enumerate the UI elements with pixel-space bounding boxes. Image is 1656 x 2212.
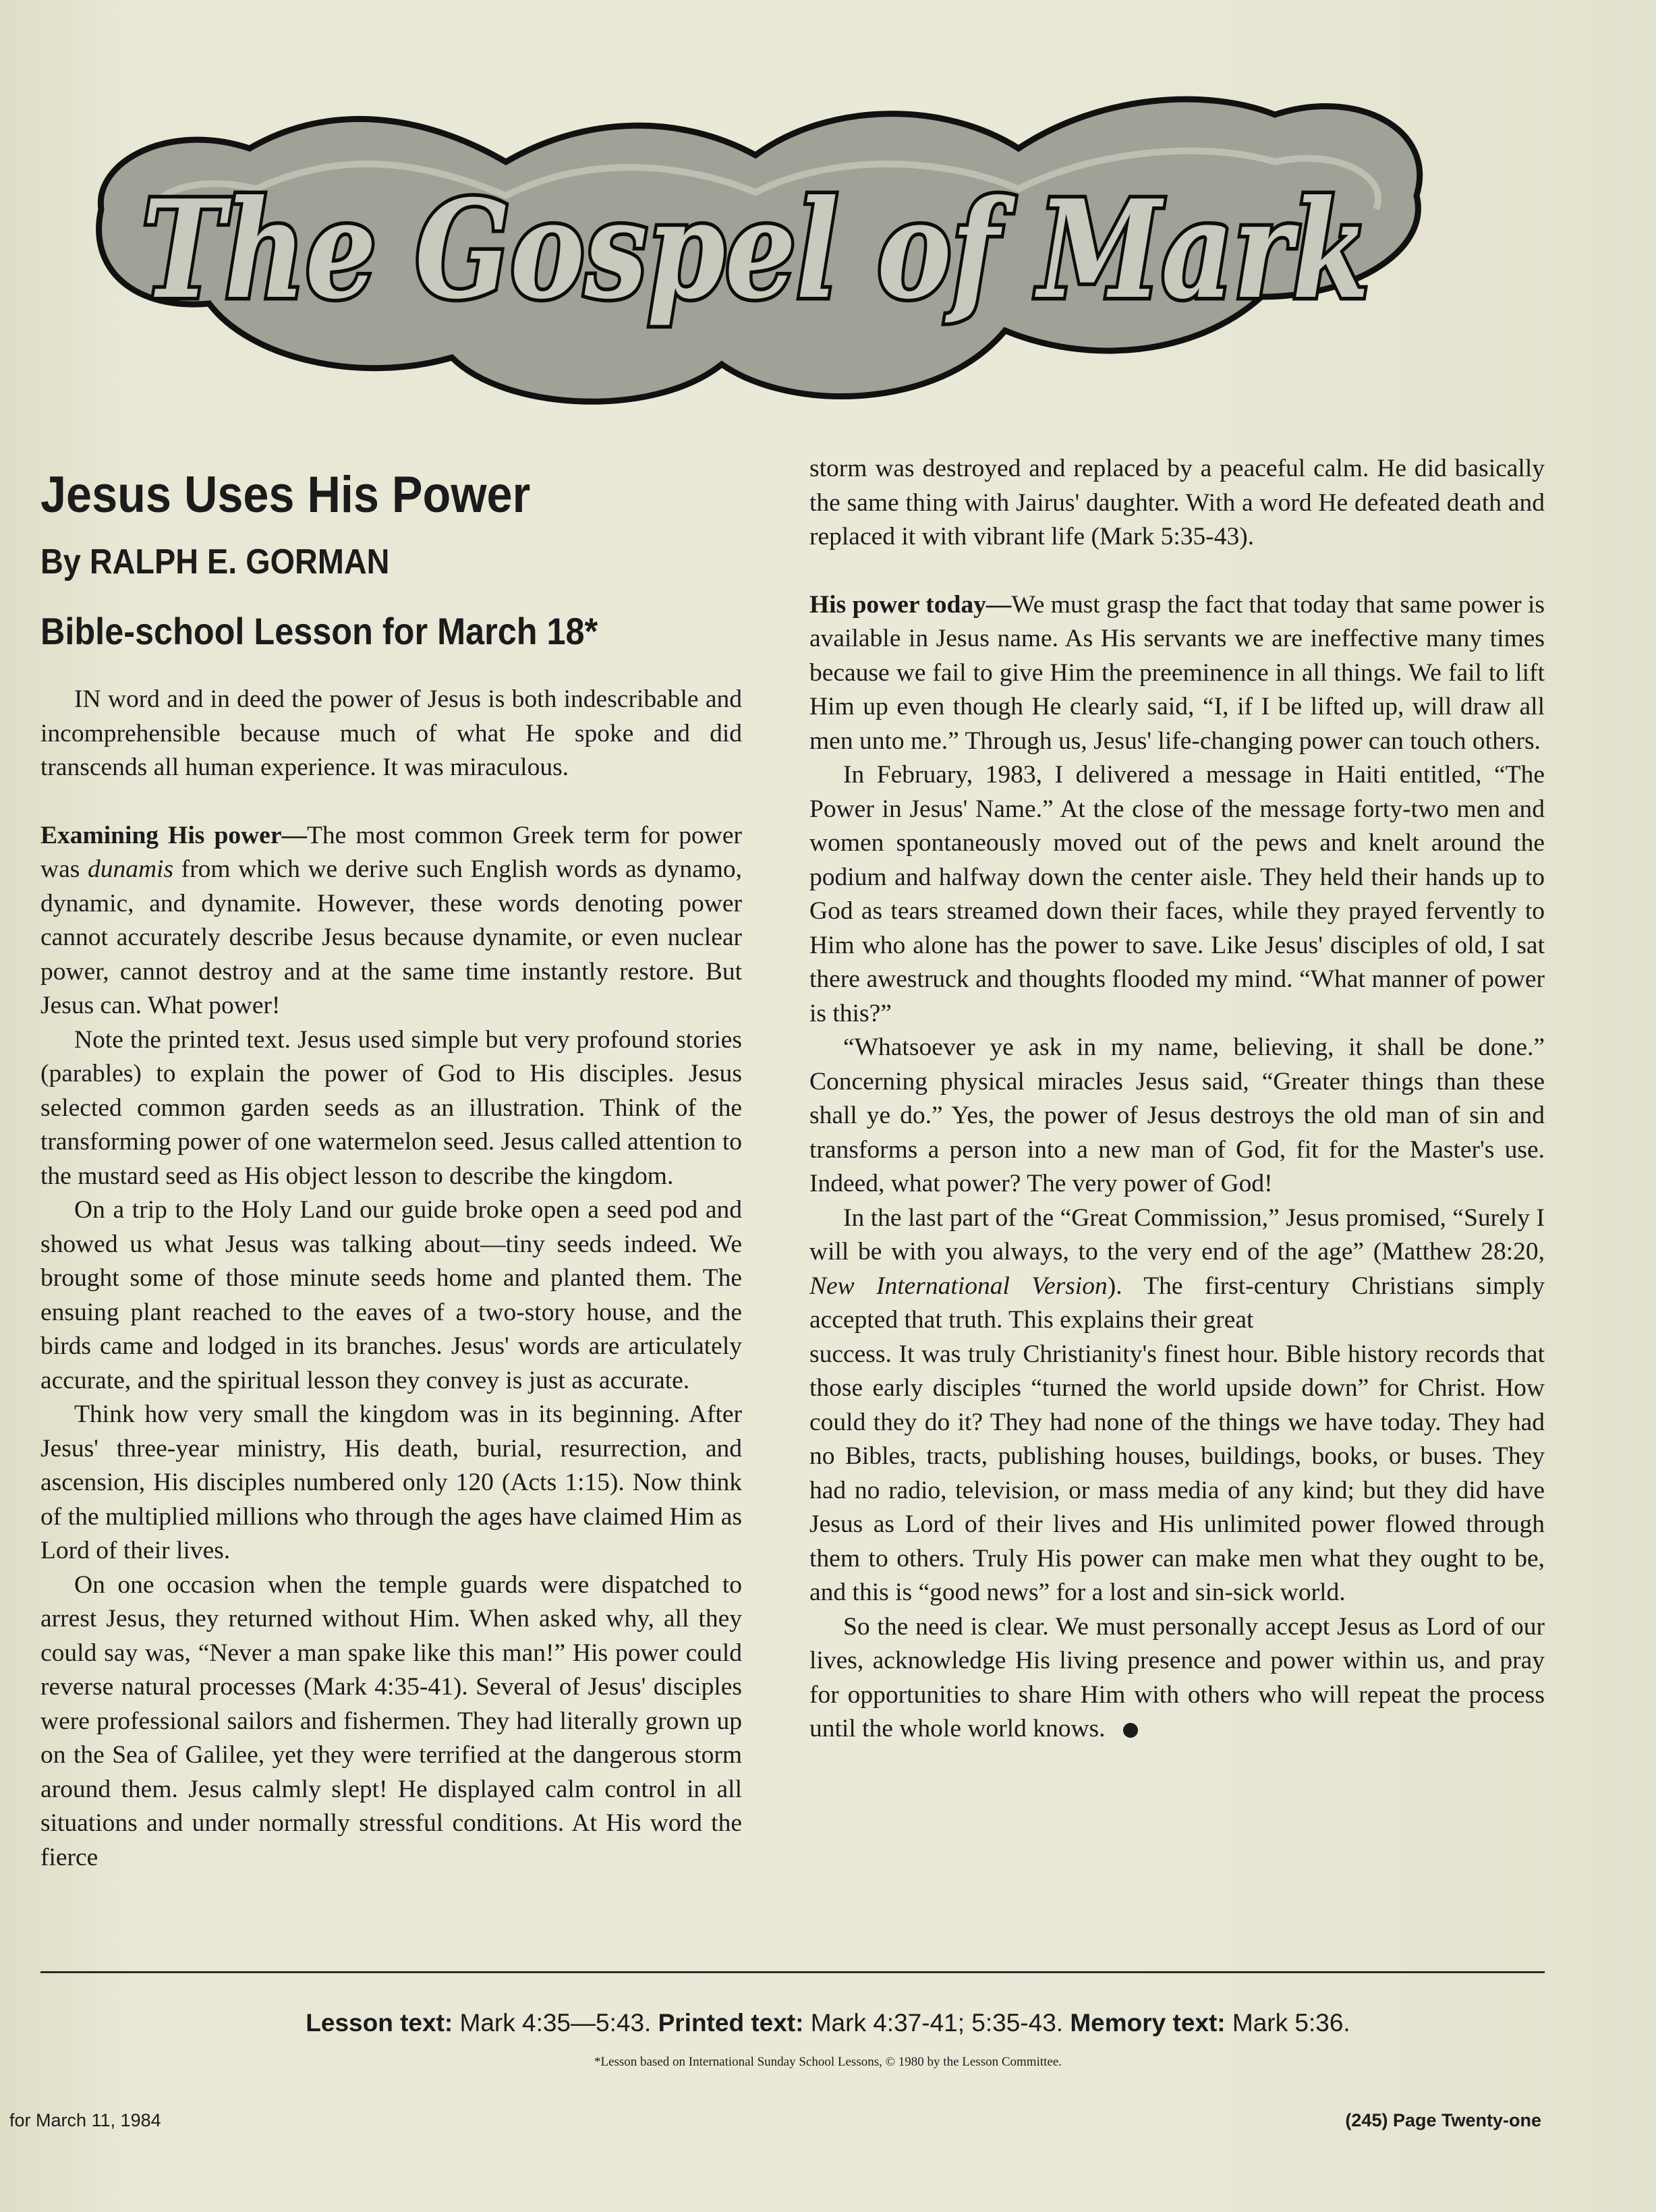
banner-title-text: The Gospel of Mark [142, 171, 1369, 329]
runin-heading-examining: Examining His power— [40, 821, 307, 849]
paragraph-storm-continued: storm was destroyed and replaced by a peaceful calm. He did basically the same thing with Jairus' daughter. With a word He defeated death and replaced it with vibrant life (Mark 5:35-43). [809, 455, 1545, 550]
examining-text-2: from which we derive such English words as dynamo, dynamic, and dynamite. However, these words denoting power cannot accurately describe Jesus because dynamite, or even nuclear power, cannot destroy and at the same time instantly restore. But Jesus can. What power! [40, 855, 743, 1019]
right-column [809, 452, 1545, 1747]
lesson-text-value: Mark 4:35—5:43. [453, 2009, 658, 2037]
paragraph-examining [40, 819, 742, 1023]
lesson-date-heading: Bible-school Lesson for March 18* [40, 610, 598, 652]
end-mark-icon [1123, 1723, 1138, 1738]
left-column [40, 452, 742, 1875]
conclusion-text: So the need is clear. We must personally accept Jesus as Lord of our lives, acknowledge His living presence and power within us, and pray for opportunities to share Him with others who will repeat the process until the whole world knows. [809, 1612, 1545, 1742]
paragraph-haiti: In February, 1983, I delivered a message in Haiti entitled, “The Power in Jesus' Name.” At the close of the message forty-two men and women spontaneously moved out of the pews and knelt around the podium and halfway down the center aisle. They held their hands up to God as tears streamed down their faces, while they prayed fervently to Him who alone has the power to save. Like Jesus' disciples of old, I sat there awestruck and thoughts flooded my mind. “What manner of power is this?” [809, 761, 1545, 1027]
paragraph-power-today [809, 588, 1545, 759]
lesson-references [0, 2009, 1656, 2037]
memory-text-value: Mark 5:36. [1225, 2009, 1350, 2037]
article-title: Jesus Uses His Power [40, 466, 531, 523]
examining-text-1: The most common Greek term for power was [40, 821, 742, 883]
footer-divider [40, 1971, 1545, 1973]
issue-date: for March 11, 1984 [9, 2110, 161, 2130]
power-today-text: We must grasp the fact that today that same power is available in Jesus name. As His servants we are ineffective many times because we fail to give Him the preeminence in all things. We fail to lift Him up even though He clearly said, “I, if I be lifted up, will draw all men unto me.” Through us, Jesus' life-changing power can touch others. [809, 590, 1545, 755]
paragraph-great-commission [809, 1201, 1545, 1338]
printed-text-label: Printed text: [658, 2009, 804, 2037]
article-byline: By RALPH E. GORMAN [40, 542, 390, 582]
commission-text-1: In the last part of the “Great Commission,” Jesus promised, “Surely I will be with you always, to the very end of the age” (Matthew 28:20, [809, 1203, 1545, 1266]
lesson-footnote: *Lesson based on International Sunday School Lessons, © 1980 by the Lesson Committee. [594, 2055, 1062, 2069]
commission-version: New International Version [809, 1272, 1108, 1300]
memory-text-label: Memory text: [1070, 2009, 1226, 2037]
paragraph-whatsoever: “Whatsoever ye ask in my name, believing, it shall be done.” Concerning physical miracles Jesus said, “Greater things than these shall ye do.” Yes, the power of Jesus destroys the old man of sin and transforms a person into a new man of God, fit for the Master's use. Indeed, what power? The very power of God! [809, 1033, 1545, 1197]
paragraph-intro: IN word and in deed the power of Jesus is both indescribable and incomprehensible because much of what He spoke and did transcends all human experience. It was miraculous. [40, 685, 742, 781]
title-banner [74, 74, 1450, 425]
lesson-text-label: Lesson text: [306, 2009, 453, 2037]
page-number: (245) Page Twenty-one [1345, 2110, 1541, 2130]
paragraph-success: success. It was truly Christianity's finest hour. Bible history records that those early disciples “turned the world upside down” for Christ. How could they do it? They had none of the things we have today. They had no Bibles, tracts, publishing houses, buildings, books, or buses. They had no radio, television, or mass media of any kind; but they did have Jesus as Lord of their lives and His unlimited power flowed through them to others. Truly His power can make men what they ought to be, and this is “good news” for a lost and sin-sick world. [809, 1340, 1545, 1606]
paragraph-conclusion [809, 1610, 1545, 1747]
runin-heading-power-today: His power today— [809, 590, 1012, 619]
paragraph-parables: Note the printed text. Jesus used simple but very profound stories (parables) to explain the power of God to His disciples. Jesus selected common garden seeds as an illustration. Think of the transforming power of one watermelon seed. Jesus called attention to the mustard seed as His object lesson to describe the kingdom. [40, 1025, 742, 1190]
examining-greek-term: dunamis [87, 855, 174, 883]
printed-text-value: Mark 4:37-41; 5:35-43. [803, 2009, 1070, 2037]
paragraph-holy-land: On a trip to the Holy Land our guide broke open a seed pod and showed us what Jesus was talking about—tiny seeds indeed. We brought some of those minute seeds home and planted them. The ensuing plant reached to the eaves of a two-story house, and the birds came and lodged in its branches. Jesus' words are articulately accurate, and the spiritual lesson they convey is just as accurate. [40, 1196, 742, 1394]
paragraph-temple-guards: On one occasion when the temple guards were dispatched to arrest Jesus, they returned without Him. When asked why, all they could say was, “Never a man spake like this man!” His power could reverse natural processes (Mark 4:35-41). Several of Jesus' disciples were professional sailors and fishermen. They had literally grown up on the Sea of Galilee, yet they were terrified at the dangerous storm around them. Jesus calmly slept! He displayed calm control in all situations and under normally stressful conditions. At His word the fierce [40, 1570, 742, 1871]
paragraph-kingdom: Think how very small the kingdom was in its beginning. After Jesus' three-year ministry, His death, burial, resurrection, and ascension, His disciples numbered only 120 (Acts 1:15). Now think of the multiplied millions who through the ages have claimed Him as Lord of their lives. [40, 1400, 742, 1564]
commission-text-2: ). The first-century Christians simply accepted that truth. This explains their great [809, 1272, 1545, 1334]
